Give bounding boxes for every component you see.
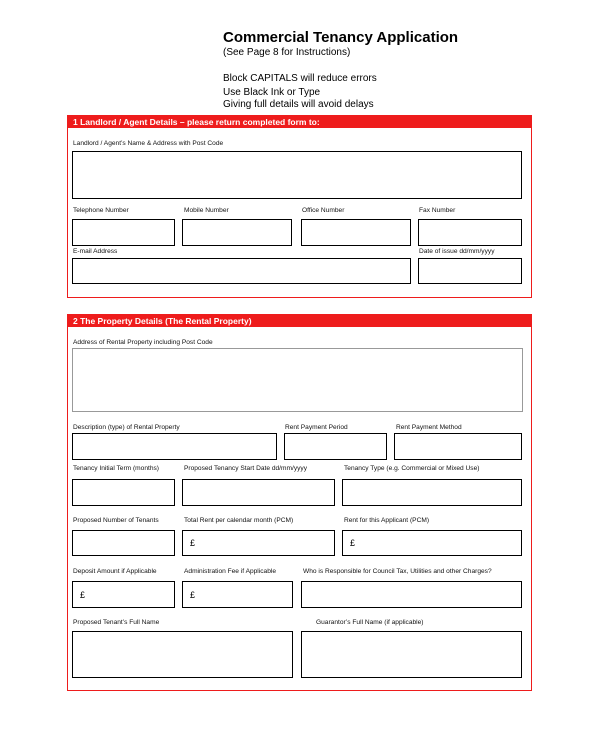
label-start-date: Proposed Tenancy Start Date dd/mm/yyyy [184, 465, 308, 472]
form-title: Commercial Tenancy Application [223, 29, 459, 46]
council-tax-field[interactable] [301, 581, 522, 608]
label-telephone: Telephone Number [73, 207, 129, 214]
label-rent-applicant: Rent for this Applicant (PCM) [344, 517, 430, 524]
section-1-heading: 1 Landlord / Agent Details – please return completed form to: [68, 116, 531, 128]
label-initial-term: Tenancy Initial Term (months) [73, 465, 159, 472]
label-guarantor-name: Guarantor’s Full Name (if applicable) [316, 619, 424, 626]
pound-sign: £ [190, 538, 196, 548]
tenancy-type-field[interactable] [342, 479, 522, 506]
email-field[interactable] [72, 258, 411, 284]
telephone-field[interactable] [72, 219, 175, 246]
label-deposit: Deposit Amount if Applicable [73, 568, 157, 575]
section-2-heading: 2 The Property Details (The Rental Property) [68, 315, 531, 327]
note-full-details: Giving full details will avoid delays [223, 99, 374, 110]
guarantor-name-field[interactable] [301, 631, 522, 678]
pound-sign: £ [350, 538, 356, 548]
label-council-tax: Who is Responsible for Council Tax, Utilities and other Charges? [303, 568, 492, 575]
pound-sign: £ [80, 589, 86, 600]
label-mobile: Mobile Number [184, 207, 229, 214]
note-black-ink: Use Black Ink or Type [223, 87, 321, 98]
rent-applicant-field[interactable] [342, 530, 522, 556]
label-fax: Fax Number [419, 207, 456, 214]
form-subtitle: (See Page 8 for Instructions) [223, 47, 351, 58]
tenant-name-field[interactable] [72, 631, 293, 678]
rent-period-field[interactable] [284, 433, 387, 460]
date-issue-field[interactable] [418, 258, 522, 284]
label-admin-fee: Administration Fee if Applicable [184, 568, 276, 575]
total-rent-field[interactable] [182, 530, 335, 556]
label-description: Description (type) of Rental Property [73, 424, 180, 431]
property-address-field[interactable] [72, 348, 523, 412]
fax-field[interactable] [418, 219, 522, 246]
label-email: E-mail Address [73, 248, 118, 255]
label-num-tenants: Proposed Number of Tenants [73, 517, 159, 524]
start-date-field[interactable] [182, 479, 335, 506]
pound-sign: £ [190, 589, 196, 600]
label-landlord-name-address: Landlord / Agent’s Name & Address with Post Code [73, 140, 224, 147]
note-capitals: Block CAPITALS will reduce errors [223, 73, 377, 84]
label-rent-method: Rent Payment Method [396, 424, 462, 431]
initial-term-field[interactable] [72, 479, 175, 506]
label-tenancy-type: Tenancy Type (e.g. Commercial or Mixed Use) [344, 465, 480, 472]
rent-method-field[interactable] [394, 433, 522, 460]
description-field[interactable] [72, 433, 277, 460]
label-tenant-name: Proposed Tenant’s Full Name [73, 619, 160, 626]
deposit-field[interactable] [72, 581, 175, 608]
label-date-issue: Date of issue dd/mm/yyyy [419, 248, 495, 255]
label-rent-period: Rent Payment Period [285, 424, 348, 431]
label-property-address: Address of Rental Property including Post Code [73, 339, 213, 346]
office-field[interactable] [301, 219, 411, 246]
mobile-field[interactable] [182, 219, 292, 246]
admin-fee-field[interactable] [182, 581, 293, 608]
num-tenants-field[interactable] [72, 530, 175, 556]
label-office: Office Number [302, 207, 345, 214]
landlord-name-address-field[interactable] [72, 151, 522, 199]
label-total-rent: Total Rent per calendar month (PCM) [184, 517, 294, 524]
